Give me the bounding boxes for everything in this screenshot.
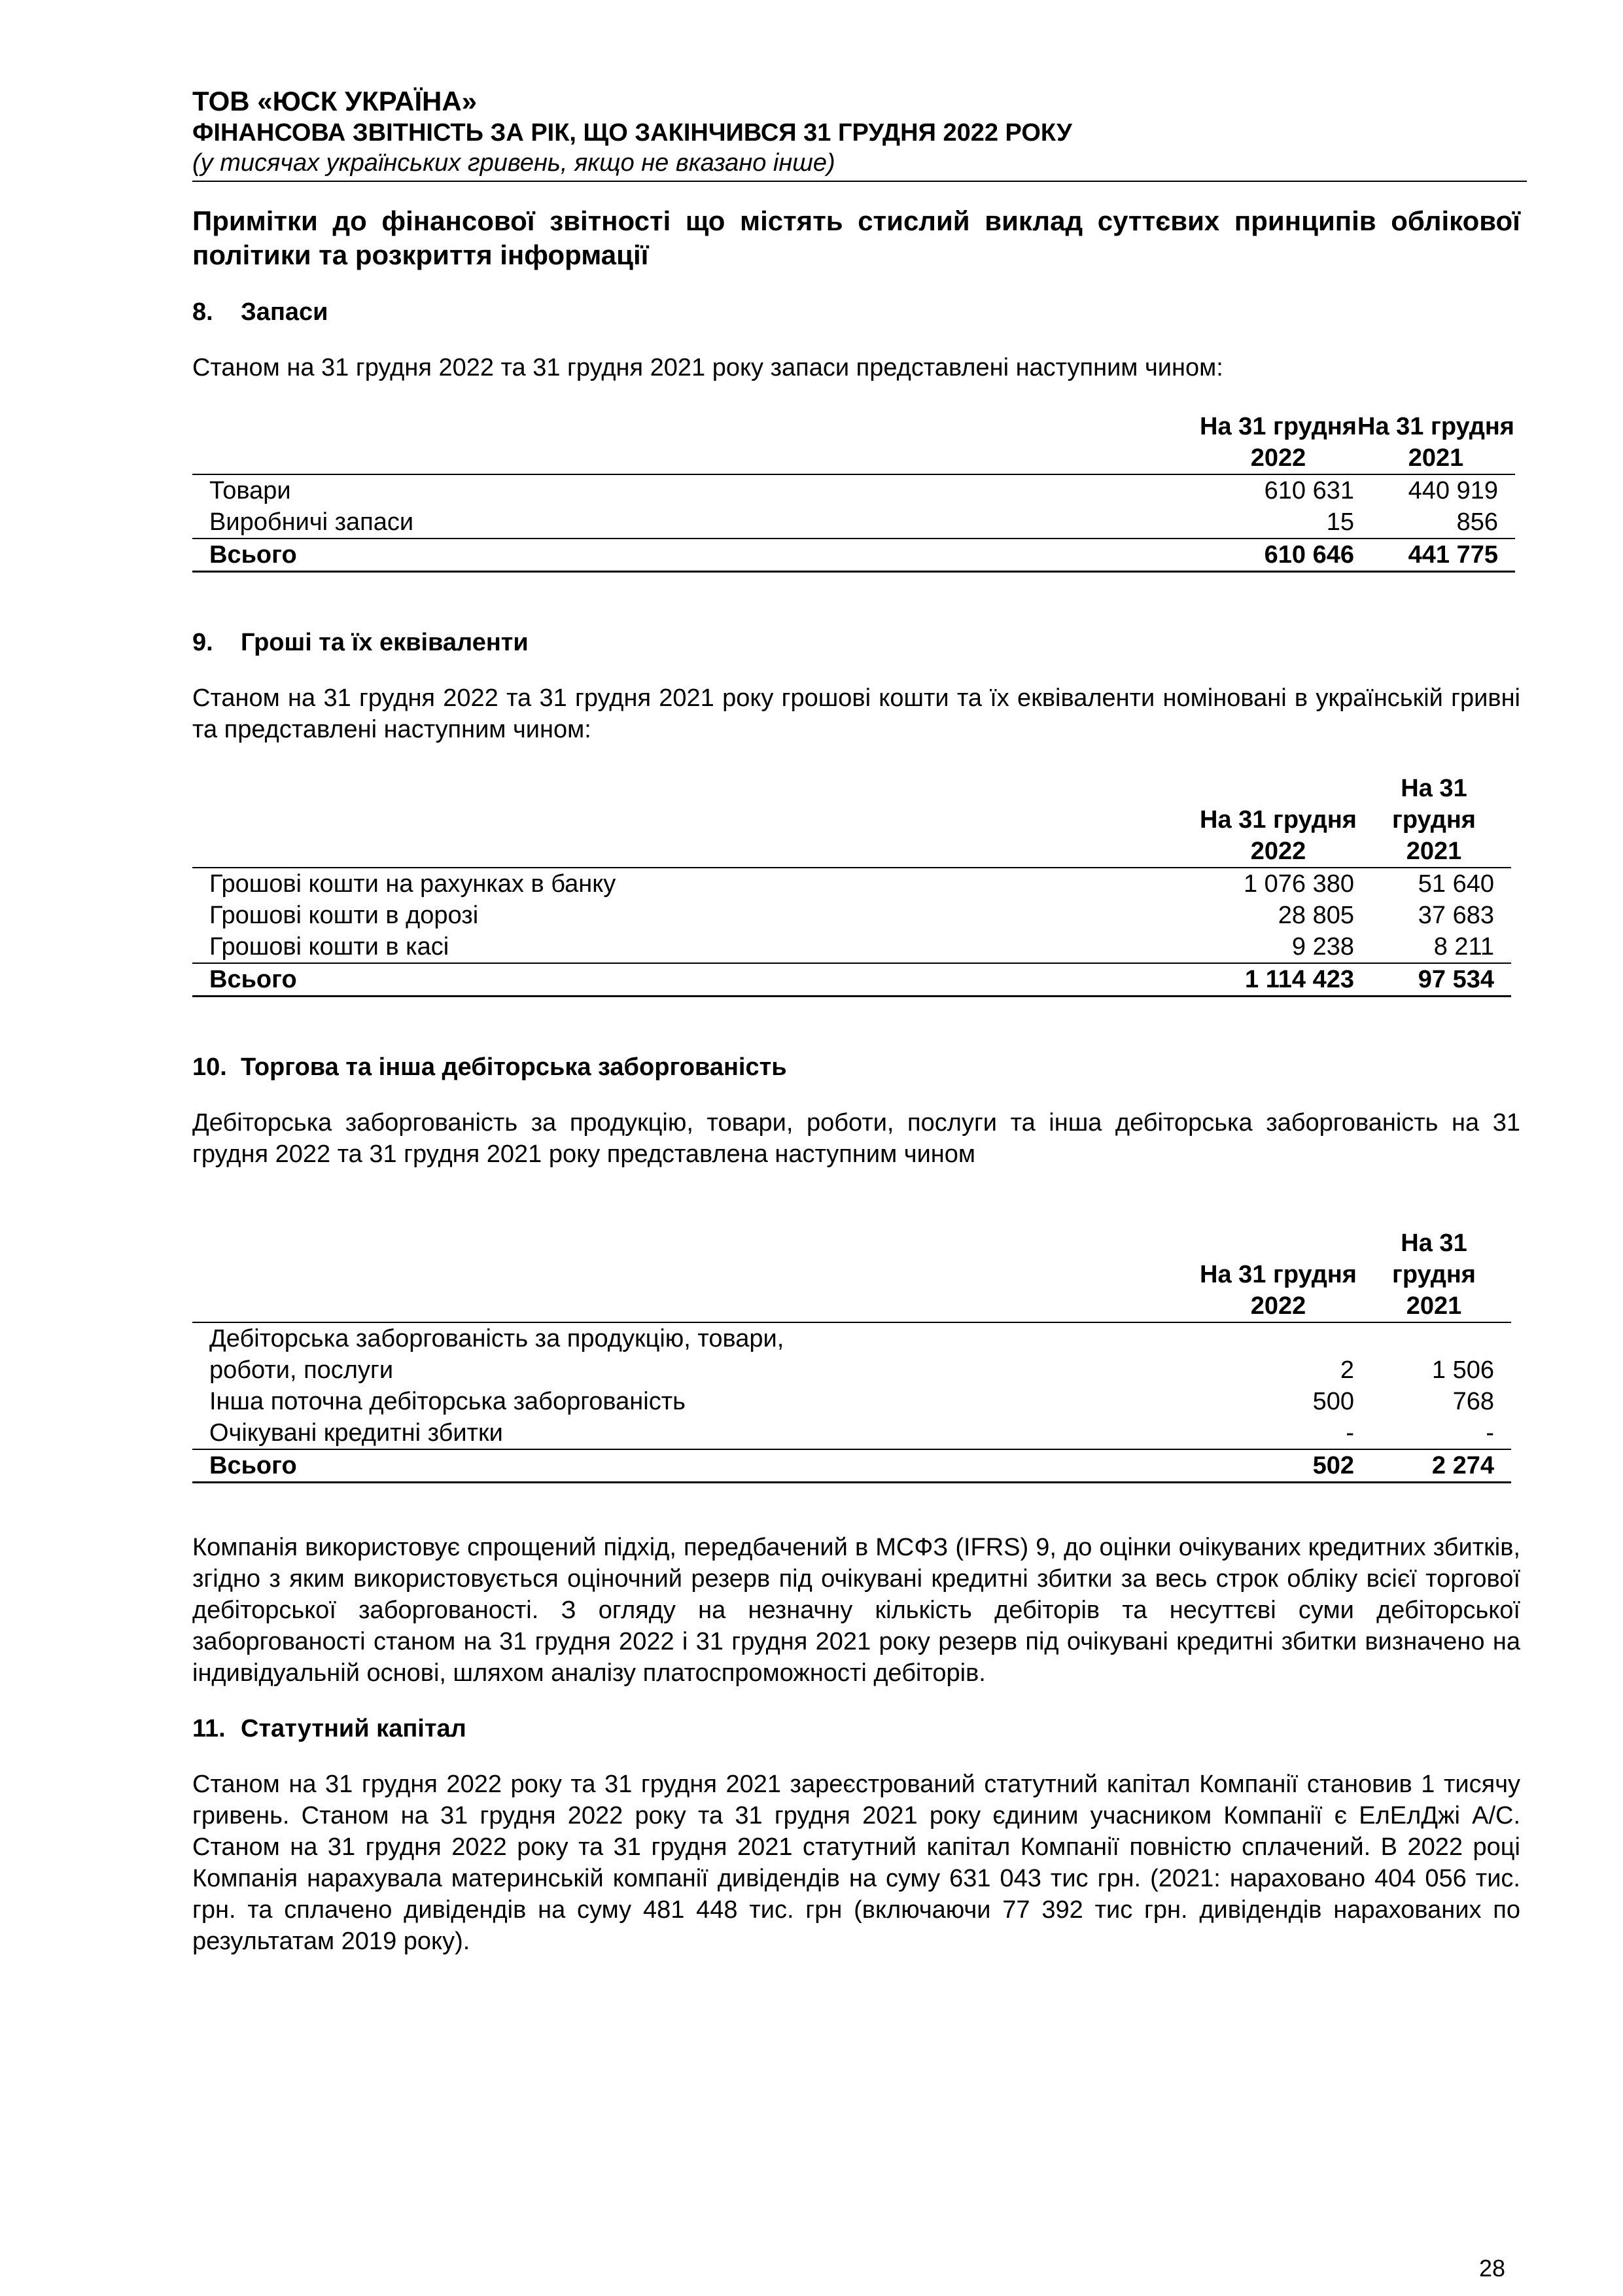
page-number: 28 [1478, 2255, 1505, 2282]
table-row: Інша поточна дебіторська заборгованість 500 768 [209, 1388, 1494, 1415]
table-row: Дебіторська заборгованість за продукцію, товари, роботи, послуги 2 1 506 [192, 1322, 1511, 1386]
column-header-2021: На 31 грудня 2021 [1357, 411, 1515, 474]
section-10-intro: Дебіторська заборгованість за продукцію, товари, роботи, послуги та інша дебіторська заборгованість на 31 грудня 2022 та 31 грудня 2021 року представлена наступним чином [192, 1109, 1520, 1168]
section-11-paragraph: Станом на 31 грудня 2022 року та 31 грудня 2021 зареєстрований статутний капітал Компанії становив 1 тисячу гривень. Станом на 31 грудня 2022 року та 31 грудня 2021 року єдиним учасником Компанії є ЕлЕлДжі А/С. Станом на 31 грудня 2022 року та 31 грудня 2021 статутний капітал Компанії повністю сплачений. В 2022 році Компанія нарахувала материнській компанії дивідендів на суму 631 043 тис грн. (2021: нараховано 404 056 тис. грн. та сплачено дивідендів на суму 481 448 тис. грн (включаючи 77 392 тис грн. дивідендів нарахованих по результатам 2019 року). [192, 1771, 1520, 1955]
company-name: ТОВ «ЮСК УКРАЇНА» [192, 86, 478, 116]
table-total-row: Всього 1 114 423 97 534 [192, 963, 1511, 997]
column-header-2022: На 31 грудня 2022 [1200, 773, 1357, 868]
section-title: Торгова та інша дебіторська заборгованість [241, 1053, 787, 1081]
section-title: Гроші та їх еквіваленти [241, 629, 529, 656]
section-8-heading [192, 297, 1527, 327]
table-row: Грошові кошти в касі 9 238 8 211 [209, 933, 1494, 961]
units-note: (у тисячах українських гривень, якщо не вказано інше) [192, 149, 835, 177]
table-total-row: Всього 502 2 274 [192, 1449, 1511, 1483]
column-header-2022: На 31 грудня 2022 [1200, 1227, 1357, 1322]
table-row: Товари 610 631 440 919 [192, 474, 1515, 506]
column-header-2021: На 31 грудня 2021 [1357, 773, 1511, 868]
document-page [192, 85, 1527, 1957]
notes-title: Примітки до фінансової звітності що містять стислий виклад суттєвих принципів облікової політики та розкриття інформації [192, 205, 1520, 270]
table-row: Виробничі запаси 15 856 [209, 508, 1498, 536]
inventory-table [192, 411, 1515, 573]
section-11-heading [192, 1714, 1527, 1744]
table-header-row [192, 1227, 1511, 1322]
section-number: 11. [192, 1715, 226, 1742]
column-header-2022: На 31 грудня 2022 [1200, 411, 1357, 474]
section-number: 10. [192, 1053, 227, 1081]
report-title: ФІНАНСОВА ЗВІТНІСТЬ ЗА РІК, ЩО ЗАКІНЧИВСЯ 31 ГРУДНЯ 2022 РОКУ [192, 119, 1072, 147]
cash-table [192, 773, 1511, 997]
section-10-paragraph: Компанія використовує спрощений підхід, передбачений в МСФЗ (IFRS) 9, до оцінки очікуваних кредитних збитків, згідно з яким використовується оціночний резерв під очікувані кредитні збитки за весь строк обліку всієї торгової дебіторської заборгованості. З огляду на незначну кількість дебіторів та несуттєві суми дебіторської заборгованості станом на 31 грудня 2022 і 31 грудня 2021 року резерв під очікувані кредитні збитки визначено на індивідуальній основі, шляхом аналізу платоспроможності дебіторів. [192, 1534, 1520, 1687]
section-number: 8. [192, 298, 213, 326]
table-header-row [192, 773, 1511, 868]
table-row: Грошові кошти в дорозі 28 805 37 683 [209, 902, 1494, 929]
section-8-intro: Станом на 31 грудня 2022 та 31 грудня 2021 року запаси представлені наступним чином: [192, 354, 1223, 381]
table-total-row: Всього 610 646 441 775 [192, 539, 1515, 572]
table-header-row [192, 411, 1515, 474]
section-title: Запаси [241, 298, 328, 326]
column-header-2021: На 31 грудня 2021 [1357, 1227, 1511, 1322]
table-row: Грошові кошти на рахунках в банку 1 076 380 51 640 [192, 868, 1511, 900]
section-10-heading [192, 1052, 1527, 1082]
section-number: 9. [192, 629, 213, 656]
table-row: Очікувані кредитні збитки - - [209, 1419, 1494, 1447]
section-title: Статутний капітал [241, 1715, 466, 1742]
receivables-table [192, 1227, 1511, 1483]
header-divider [192, 181, 1527, 182]
section-9-heading [192, 627, 1527, 658]
section-9-intro: Станом на 31 грудня 2022 та 31 грудня 2021 року грошові кошти та їх еквіваленти номіновані в українській гривні та представлені наступним чином: [192, 684, 1520, 743]
